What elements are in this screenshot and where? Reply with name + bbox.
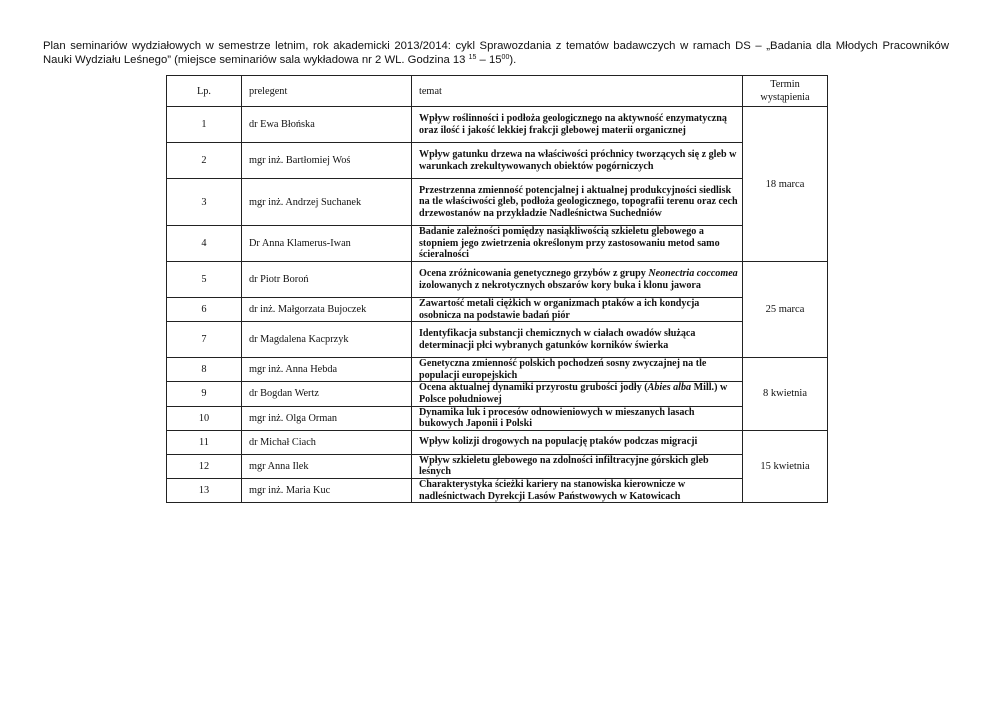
row-prelegent: mgr Anna Ilek	[242, 454, 412, 478]
temat-text: Mill.) w Polsce południowej	[419, 382, 728, 405]
table-row	[167, 298, 828, 322]
row-prelegent: mgr inż. Anna Hebda	[242, 358, 412, 382]
table-row	[167, 478, 828, 502]
row-temat: Wpływ kolizji drogowych na populację ptaków podczas migracji	[412, 430, 743, 454]
row-termin: 18 marca	[743, 107, 828, 262]
table-row	[167, 143, 828, 179]
document-intro	[43, 39, 949, 67]
table-row	[167, 179, 828, 226]
row-prelegent: dr Piotr Boroń	[242, 262, 412, 298]
row-lp: 8	[167, 358, 242, 382]
table-row	[167, 358, 828, 382]
table-row	[167, 430, 828, 454]
intro-end: ).	[509, 54, 517, 66]
temat-species-name: Abies alba	[647, 382, 692, 394]
table-row	[167, 107, 828, 143]
temat-text: Ocena zróżnicowania genetycznego grzybów z grupy	[419, 267, 649, 279]
row-temat: Badanie zależności pomiędzy nasiąkliwością szkieletu glebowego a stopniem jego zwietrzenia określonym przy zastosowaniu metod samo ścieralności	[412, 226, 743, 262]
row-lp: 13	[167, 478, 242, 502]
row-temat: Dynamika luk i procesów odnowieniowych w mieszanych lasach bukowych Japonii i Polski	[412, 406, 743, 430]
row-temat: Genetyczna zmienność polskich pochodzeń sosny zwyczajnej na tle populacji europejskich	[412, 358, 743, 382]
row-temat: Wpływ roślinności i podłoża geologicznego na aktywność enzymatyczną oraz ilość i jakość lekkiej frakcji glebowej materii organicznej	[412, 107, 743, 143]
row-prelegent: dr Magdalena Kacprzyk	[242, 322, 412, 358]
row-prelegent: dr Ewa Błońska	[242, 107, 412, 143]
row-lp: 6	[167, 298, 242, 322]
row-termin: 15 kwietnia	[743, 430, 828, 502]
time-dash: – 15	[476, 54, 502, 66]
row-prelegent: Dr Anna Klamerus-Iwan	[242, 226, 412, 262]
row-temat: Wpływ gatunku drzewa na właściwości próchnicy tworzących się z gleb w warunkach zrekultywowanych obiektów pogórniczych	[412, 143, 743, 179]
row-temat: Wpływ szkieletu glebowego na zdolności infiltracyjne górskich gleb leśnych	[412, 454, 743, 478]
row-temat: Identyfikacja substancji chemicznych w ciałach owadów służąca determinacji płci wybranych gatunków korników świerka	[412, 322, 743, 358]
row-temat	[412, 382, 743, 406]
table-row	[167, 262, 828, 298]
row-prelegent: mgr inż. Bartłomiej Woś	[242, 143, 412, 179]
row-lp: 10	[167, 406, 242, 430]
header-termin: Termin wystąpienia	[743, 76, 828, 107]
row-lp: 11	[167, 430, 242, 454]
temat-text: Ocena aktualnej dynamiki przyrostu grubości jodły (	[419, 382, 648, 394]
header-prelegent: prelegent	[242, 76, 412, 107]
table-row	[167, 226, 828, 262]
row-prelegent: dr inż. Małgorzata Bujoczek	[242, 298, 412, 322]
row-temat	[412, 262, 743, 298]
row-lp: 7	[167, 322, 242, 358]
row-prelegent: mgr inż. Maria Kuc	[242, 478, 412, 502]
row-termin: 25 marca	[743, 262, 828, 358]
row-prelegent: mgr inż. Olga Orman	[242, 406, 412, 430]
table-row	[167, 406, 828, 430]
header-lp: Lp.	[167, 76, 242, 107]
table-row	[167, 454, 828, 478]
temat-species-name: Neonectria coccomea	[648, 267, 738, 279]
row-prelegent: dr Michał Ciach	[242, 430, 412, 454]
header-temat: temat	[412, 76, 743, 107]
row-lp: 5	[167, 262, 242, 298]
row-lp: 2	[167, 143, 242, 179]
table-row	[167, 382, 828, 406]
time-end-minutes: 00	[501, 54, 510, 61]
temat-text: izolowanych z nekrotycznych obszarów kory buka i klonu jawora	[419, 279, 701, 291]
row-termin: 8 kwietnia	[743, 358, 828, 431]
row-prelegent: mgr inż. Andrzej Suchanek	[242, 179, 412, 226]
row-temat: Charakterystyka ścieżki kariery na stanowiska kierownicze w nadleśnictwach Dyrekcji Lasów Państwowych w Katowicach	[412, 478, 743, 502]
row-lp: 4	[167, 226, 242, 262]
row-lp: 1	[167, 107, 242, 143]
row-temat: Przestrzenna zmienność potencjalnej i aktualnej produkcyjności siedlisk na tle właściwości gleb, podłoża geologicznego, topografii terenu oraz cech drzewostanów na przykładzie Nadleśnictwa Suchedniów	[412, 179, 743, 226]
row-lp: 12	[167, 454, 242, 478]
table-row	[167, 322, 828, 358]
row-lp: 9	[167, 382, 242, 406]
time-start-minutes: 15	[468, 54, 477, 61]
row-prelegent: dr Bogdan Wertz	[242, 382, 412, 406]
intro-text: Plan seminariów wydziałowych w semestrze letnim, rok akademicki 2013/2014: cykl Sprawozdania z tematów badawczych w ramach DS – „Badania dla Młodych Pracowników Nauki Wydziału Leśnego” (miejsce seminariów sala wykładowa nr 2 WL. Godzina 13	[43, 40, 949, 66]
row-lp: 3	[167, 179, 242, 226]
table-header-row	[167, 76, 828, 107]
seminar-schedule-table	[166, 75, 828, 503]
row-temat: Zawartość metali ciężkich w organizmach ptaków a ich kondycja osobnicza na podstawie badań piór	[412, 298, 743, 322]
